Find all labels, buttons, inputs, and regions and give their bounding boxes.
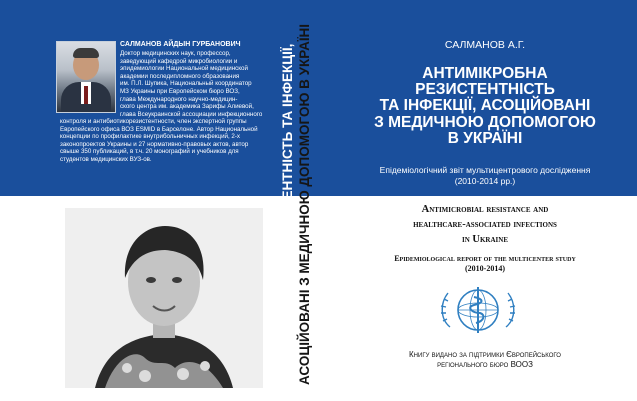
author-full-name: САЛМАНОВ АЙДЫН ГУРБАНОВИЧ xyxy=(120,41,241,48)
subtitle-en-line: Epidemiological report of the multicenter study xyxy=(394,254,576,263)
bio-line: глава Всеукраинской ассоциации инфекционного xyxy=(120,110,263,118)
title-ukrainian xyxy=(345,66,625,147)
title-ua-line: РЕЗИСТЕНТНІСТЬ xyxy=(415,81,555,99)
title-english xyxy=(345,202,625,247)
publisher-note xyxy=(345,350,625,370)
woman-portrait-illustration xyxy=(65,208,263,388)
bio-line: заведующий кафедрой микробиологии и xyxy=(120,57,238,65)
publisher-line: Книгу видано за підтримки Європейського xyxy=(409,350,561,359)
bio-line: эпидемиологии Национальной медицинской xyxy=(120,65,248,73)
author-portrait-photo xyxy=(56,41,116,113)
subtitle-en-line: (2010-2014) xyxy=(465,264,505,273)
subtitle-english xyxy=(345,254,625,274)
spine-title xyxy=(279,25,313,385)
bio-line: академии последипломного образования xyxy=(120,72,240,80)
subtitle-ua-line: Епідеміологічний звіт мультицентрового дослідження xyxy=(379,165,591,175)
author-bio-bottom xyxy=(60,118,258,164)
title-ua-line: АНТИМІКРОБНА xyxy=(422,65,548,82)
publisher-line: регіонального бюро ВООЗ xyxy=(437,360,533,369)
title-en-line: in Ukraine xyxy=(462,234,508,245)
spine-title-line-1: АНТИМІКРОБНА РЕЗИСТЕНТНІСТЬ ТА ІНФЕКЦІЇ, xyxy=(280,43,295,367)
bio-line: свыше 350 публикаций, в т.ч. 20 монографий и учебников для xyxy=(60,148,239,156)
title-en-line: healthcare-associated infections xyxy=(413,219,557,230)
title-en-line: Antimicrobial resistance and xyxy=(421,204,549,215)
bio-line: им. П.Л. Шупика, Национальный координатор xyxy=(120,80,252,88)
front-author: САЛМАНОВ А.Г. xyxy=(444,39,526,51)
subtitle-ua-line: (2010-2014 рр.) xyxy=(454,176,516,186)
bio-line: глава Международного научно-медицин- xyxy=(120,95,238,103)
bio-line: законопроектов Украины и 27 нормативно-правовых актов, автор xyxy=(60,140,249,148)
woman-portrait-photo xyxy=(65,208,263,388)
bio-line: контроля и антибиотикорезистентности, член экспертной группы xyxy=(60,118,247,125)
bio-line: ского центра им. академика Зарифы Алиевой, xyxy=(120,103,254,111)
spine-title-line-2: АСОЦІЙОВАНІ З МЕДИЧНОЮ ДОПОМОГОЮ В УКРАЇНІ xyxy=(297,23,312,385)
bio-line: Европейского офиса ВОЗ ESMID в Барселоне. Автор Национальной xyxy=(60,125,258,133)
title-ua-line: З МЕДИЧНОЮ ДОПОМОГОЮ xyxy=(374,113,596,131)
who-emblem-icon xyxy=(428,283,528,335)
bio-line: Доктор медицинских наук, профессор, xyxy=(120,50,231,57)
bio-line: концепции по профилактике внутрибольничных инфекций, 2-х xyxy=(60,133,241,141)
subtitle-ukrainian xyxy=(345,165,625,187)
bio-line: МЗ Украины при Европейском бюро ВОЗ, xyxy=(120,87,240,95)
bio-line: студентов медицинских ВУЗ-ов. xyxy=(60,155,152,163)
title-ua-line: В УКРАЇНІ xyxy=(447,129,523,147)
author-bio-top xyxy=(120,50,262,118)
title-ua-line: ТА ІНФЕКЦІЇ, АСОЦІЙОВАНІ xyxy=(379,97,591,115)
